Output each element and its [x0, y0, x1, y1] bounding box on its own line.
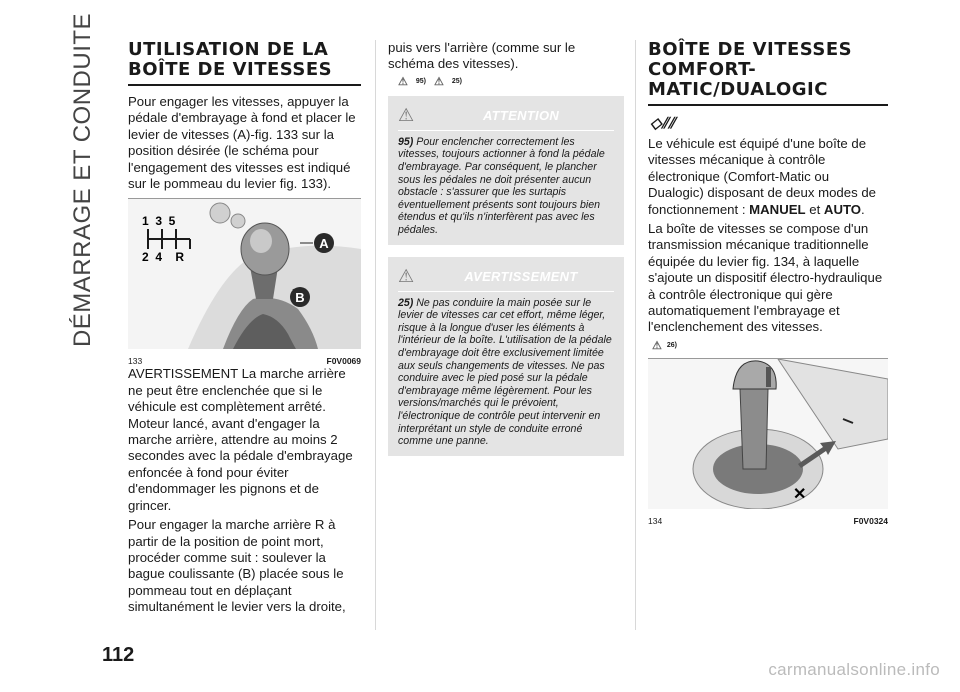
gear-numbers-top: 1 3 5 [142, 214, 176, 229]
box-title: AVERTISSEMENT [464, 269, 578, 285]
figure-133 [128, 198, 361, 366]
ref-link[interactable]: 95) [415, 77, 426, 85]
paragraph: Pour engager la marche arrière R à partir de la position de point mort, procéder comme suit : soulever la bague coulissante (B) placée sous le pommeau tout en déplaçant simultanément le levier vers la droite, [128, 517, 346, 615]
section-heading: UTILISATION DE LA BOÎTE DE VITESSES [128, 39, 333, 80]
box-text: 25) Ne pas conduire la main posée sur le levier de vitesses car cet effort, même léger, risque à la longue d'user les éléments à l'intérieur de la boîte. L'utilisation de la pédale d'embrayage doit être exclusivement limitée aux seuls changements de vitesses. Ne pas conduire avec le pied posé sur la pédale d'embrayage même légèrement. Pour les versions/marchés qui le prévoient, l'électronique de contrôle peut intervenir en interprétant un style de conduite erroné comme une panne. [398, 296, 612, 448]
warning-car-icon: ⚠ [398, 266, 415, 287]
box-text: 95) Pour enclencher correctement les vitesses, toujours actionner à fond la pédale d'embrayage. Par conséquent, le plancher sous les pédales ne doit présenter aucun obstacle : s'assurer que les surtapis éventuellement présents sont toujours bien étendus et qu'ils n'interfèrent pas avec les pédales. [398, 135, 605, 236]
column-3 [648, 40, 888, 526]
warning-references [398, 75, 624, 88]
figure-code: F0V0069 [326, 356, 361, 367]
chapter-side-title: DÉMARRAGE ET CONDUITE [69, 12, 96, 348]
figure-134 [648, 358, 888, 526]
watermark-footer: carmanualsonline.info [768, 660, 940, 679]
gear-numbers-bottom: 2 4 R [142, 250, 185, 265]
figure-caption [648, 514, 888, 526]
warning-triangle-icon: ⚠ [398, 75, 408, 88]
heading-rule [128, 84, 361, 86]
gear-lever-illustration [128, 199, 361, 349]
paragraph: La boîte de vitesses se compose d'un transmission mécanique traditionnelle équipée du levier fig. 134, à laquelle s'ajoute un dispositif électro-hydraulique à contrôle électronique qui gère automatiquement l'embrayage et l'enclenchement des vitesses. [648, 221, 883, 335]
avertissement-box [388, 257, 624, 456]
label-a: A [319, 236, 329, 252]
page-number: 112 [102, 644, 135, 666]
cross-icon: ✕ [793, 485, 807, 503]
warning-car-icon: ⚠ [652, 339, 662, 352]
ref-link[interactable]: 25) [451, 77, 462, 85]
heading-rule [648, 104, 888, 106]
warning-car-icon: ⚠ [434, 75, 444, 88]
gearbox-logo-icon: ◇⫽⫽ [650, 115, 675, 132]
figure-number: 134 [648, 515, 663, 526]
column-1 [128, 40, 361, 619]
label-b: B [295, 290, 305, 306]
box-title: ATTENTION [482, 108, 560, 124]
paragraph: puis vers l'arrière (comme sur le schéma des vitesses). [388, 40, 576, 72]
warning-triangle-icon: ⚠ [398, 105, 415, 126]
figure-caption [128, 354, 361, 366]
ref-link[interactable]: 26) [666, 341, 677, 349]
column-divider [635, 40, 636, 630]
warning-references [652, 339, 888, 352]
figure-number: 133 [128, 356, 143, 367]
figure-code: F0V0324 [853, 515, 888, 526]
column-divider [375, 40, 376, 630]
paragraph: Le véhicule est équipé d'une boîte de vitesses mécanique à contrôle électronique (Comfort-Matic ou Dualogic) disposant de deux modes de fonctionnement : MANUEL et AUTO. [648, 136, 876, 217]
section-heading: BOÎTE DE VITESSES COMFORT- MATIC/DUALOGIC [648, 39, 853, 100]
paragraph: Pour engager les vitesses, appuyer la pédale d'embrayage à fond et placer le levier de vitesses (A)-fig. 133 sur la position désirée (le schéma pour l'engagement des vitesses est indiqué sur le pommeau du levier fig. 133). [128, 94, 356, 192]
paragraph: AVERTISSEMENT La marche arrière ne peut être enclenchée que si le véhicule est complètement arrêté. Moteur lancé, avant d'engager la marche arrière, attendre au moins 2 secondes avec la pédale d'embrayage enfoncée à fond pour éviter d'endommager les pignons et de grincer. [128, 366, 353, 513]
automatic-lever-illustration [648, 359, 888, 509]
column-2 [388, 40, 624, 468]
attention-box [388, 96, 624, 245]
